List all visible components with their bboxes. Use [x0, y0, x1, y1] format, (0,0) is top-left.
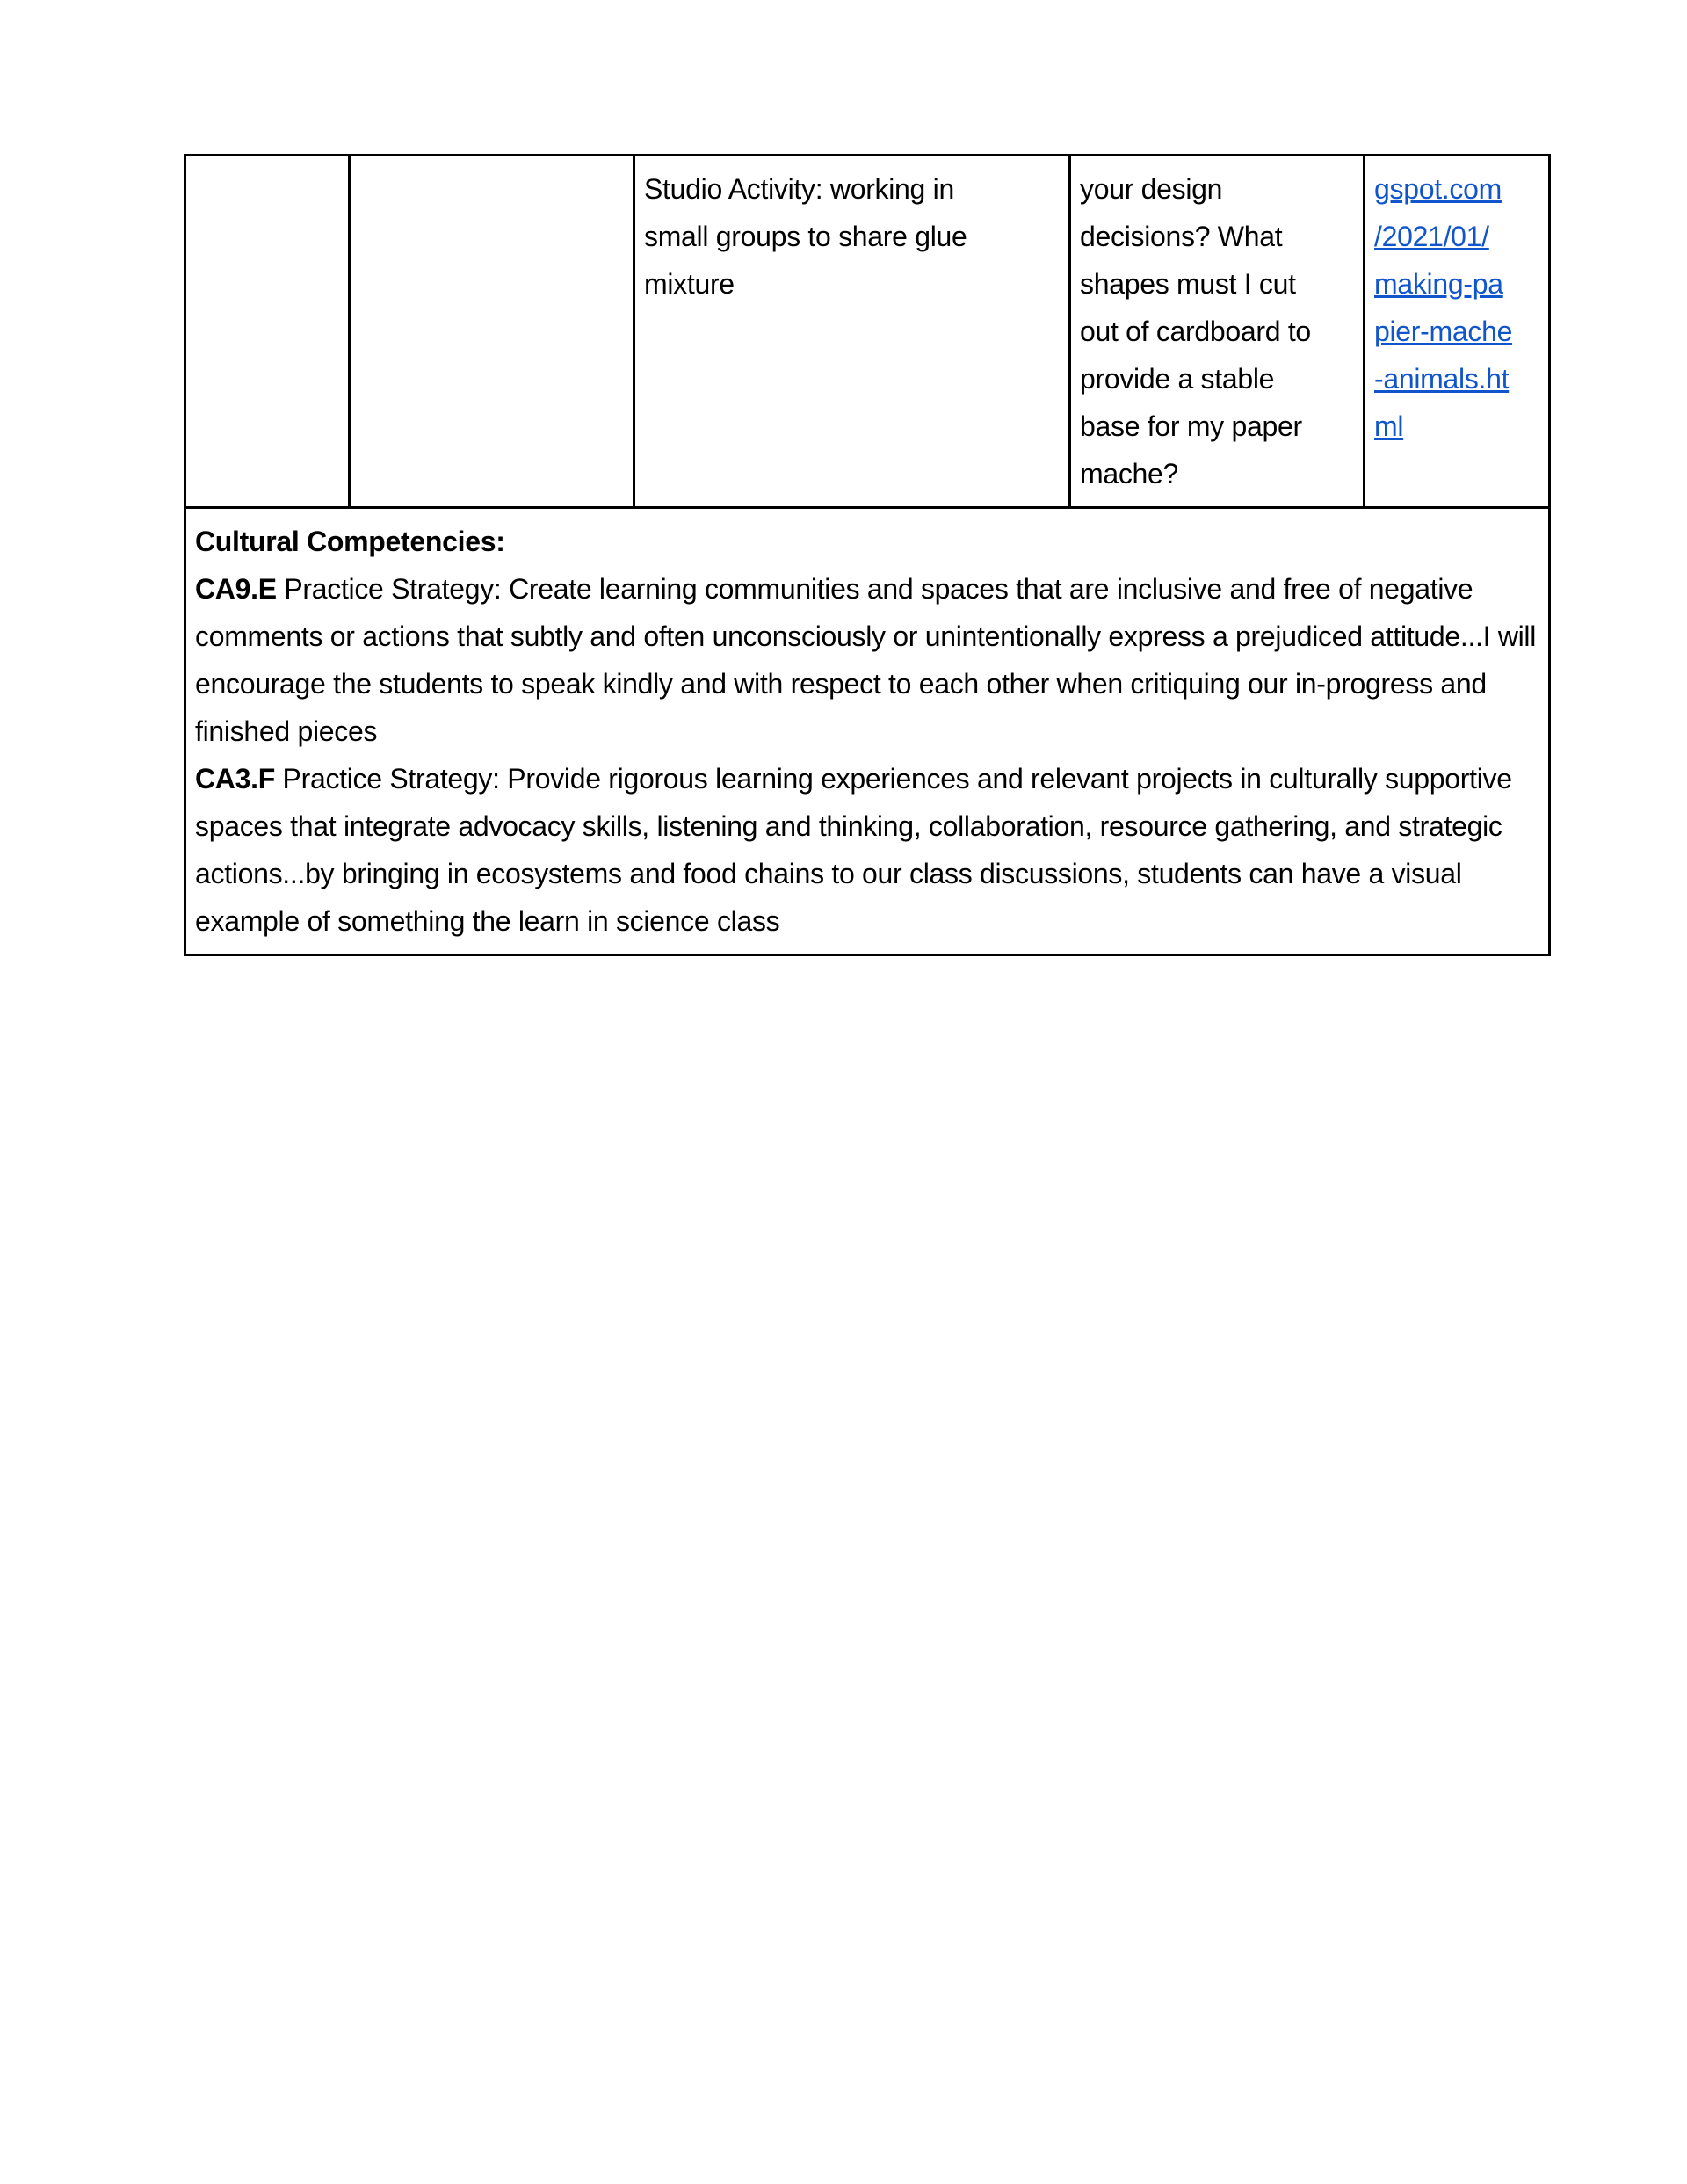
table-cell-col1	[185, 156, 350, 508]
lesson-plan-table	[184, 154, 1551, 956]
cultural-competencies-cell	[185, 508, 1550, 955]
studio-activity-text	[635, 156, 1068, 311]
studio-activity-line: mixture	[644, 268, 735, 300]
table-row-activity	[185, 156, 1550, 508]
competency-code: CA9.E	[195, 573, 277, 605]
competency-item	[195, 755, 1539, 945]
question-line: base for my paper	[1080, 410, 1302, 442]
studio-activity-line: small groups to share glue	[644, 221, 967, 252]
studio-activity-line: Studio Activity: working in	[644, 173, 954, 205]
competency-item	[195, 565, 1539, 755]
question-line: your design	[1080, 173, 1223, 205]
guiding-questions-text	[1071, 156, 1363, 501]
resource-link-line[interactable]: making-pa	[1374, 268, 1503, 300]
competency-text: Practice Strategy: Create learning communities and spaces that are inclusive and free of negative comments or actions that subtly and often unconsciously or unintentionally express a prejudiced attitude...I will encourage the students to speak kindly and with respect to each other when critiquing our in-progress and finished pieces	[195, 573, 1537, 747]
resource-link-line[interactable]: ml	[1374, 410, 1404, 442]
question-line: provide a stable	[1080, 363, 1275, 395]
cell-col1-text	[186, 156, 348, 169]
resource-link-line[interactable]: gspot.com	[1374, 173, 1502, 205]
table-row-cultural-competencies	[185, 508, 1550, 955]
cell-col2-text	[351, 156, 633, 169]
cultural-competencies-heading: Cultural Competencies:	[195, 526, 505, 557]
competency-code: CA3.F	[195, 763, 275, 795]
table-cell-studio-activity	[634, 156, 1070, 508]
table-cell-col2	[350, 156, 634, 508]
resource-link-line[interactable]: -animals.ht	[1374, 363, 1510, 395]
table-cell-guiding-questions	[1070, 156, 1365, 508]
question-line: decisions? What	[1080, 221, 1283, 252]
question-line: mache?	[1080, 458, 1179, 490]
question-line: out of cardboard to	[1080, 316, 1311, 347]
question-line: shapes must I cut	[1080, 268, 1296, 300]
resource-link-line[interactable]: pier-mache	[1374, 316, 1513, 347]
cultural-competencies-section	[186, 509, 1548, 954]
table-cell-resource-link	[1365, 156, 1550, 508]
resource-link-line[interactable]: /2021/01/	[1374, 221, 1489, 252]
resource-link[interactable]	[1365, 156, 1548, 453]
competency-text: Practice Strategy: Provide rigorous learning experiences and relevant projects in culturally supportive spaces that integrate advocacy skills, listening and thinking, collaboration, resource gathering, and strategic actions...by bringing in ecosystems and food chains to our class discussions, students can have a visual example of something the learn in science class	[195, 763, 1512, 937]
